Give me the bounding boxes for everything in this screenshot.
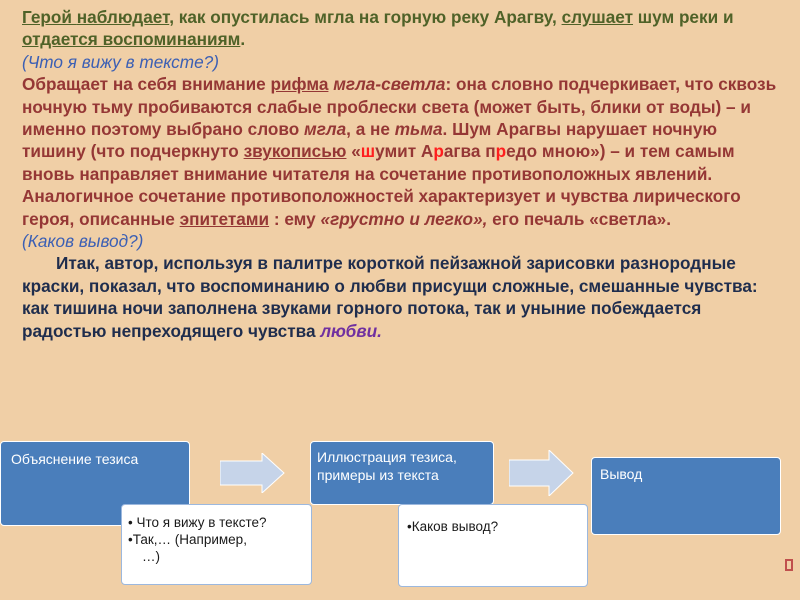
subbox-what-conclusion xyxy=(398,504,588,587)
paragraph-hero-observes xyxy=(22,6,782,51)
text-run: умит А xyxy=(375,141,434,162)
arrow-right-icon xyxy=(220,453,286,493)
italic-word-tma: тьма xyxy=(394,119,443,140)
underlined-term-rhyme: рифма xyxy=(270,74,329,95)
underlined-term-epithets: эпитетами xyxy=(179,208,270,229)
italic-quote-sad-and-light: «грустно и легко», xyxy=(320,208,488,229)
underlined-verb-observes: наблюдает xyxy=(76,7,170,27)
text-run: : она словно подчеркивает, что сквозь ночную тьму пробиваются слабые проблески света (может быть, блики от воды) – и именно поэтому выбрано слово xyxy=(22,74,777,140)
text-run: . Шум Арагвы нарушает ночную тишину (что подчеркнуто xyxy=(22,119,718,162)
text-run: шум реки и xyxy=(633,7,734,27)
bullet-what-conclusion: •Каков вывод? xyxy=(407,519,499,534)
text-run: его печаль «светла». xyxy=(487,208,672,229)
bullet-continuation: …) xyxy=(142,549,160,564)
text-run: Итак, автор, используя в палитре короткой пейзажной зарисовки разнородные краски, показал, что воспоминанию о любви присущи сложные, смешанные чувства: как тишина ночи заполнена звуками горного потока, так и уныние побеждается радостью непреходящего чувства xyxy=(22,253,758,341)
text-run: Обращает на себя внимание xyxy=(22,74,271,95)
bullet-what-i-see: • Что я вижу в тексте? xyxy=(128,515,267,530)
text-run: , как опустилась мгла на горную реку Арагву, xyxy=(169,7,562,27)
italic-rhyme-words: мгла-светла xyxy=(333,74,446,95)
text-run: . xyxy=(240,29,246,50)
subbox-examples xyxy=(121,504,312,585)
question-conclusion: (Каков вывод?) xyxy=(22,231,144,252)
box-thesis-illustration xyxy=(310,441,494,505)
bullet-for-example: •Так,… (Например, xyxy=(128,532,247,547)
slide-nav-icon[interactable] xyxy=(785,559,793,571)
text-run: едо мною») – и тем самым вновь направляет внимание читателя на сочетание противоположных явлений. Аналогичное сочетание противоположностей характеризует и чувства лирического героя, описанные xyxy=(22,141,741,229)
highlighted-letter: р xyxy=(495,141,507,162)
paragraph-conclusion xyxy=(22,252,782,342)
paragraph-rhyme-analysis xyxy=(22,73,782,230)
underlined-verb-listens: слушает xyxy=(561,7,634,27)
text-run: : ему xyxy=(269,208,321,229)
italic-word-mgla: мгла xyxy=(304,119,347,140)
box-label: Вывод xyxy=(600,466,643,482)
box-label: Объяснение тезиса xyxy=(11,451,139,467)
highlighted-letter: ш xyxy=(360,141,376,162)
text-run: « xyxy=(346,141,361,162)
text-run: Герой xyxy=(22,7,77,27)
underlined-term-sound-writing: звукописью xyxy=(243,141,347,162)
box-conclusion xyxy=(591,457,781,535)
arrow-right-icon xyxy=(509,450,575,496)
text-run-tail: любви. xyxy=(320,320,382,341)
text-run: , а не xyxy=(346,119,395,140)
question-what-i-see: (Что я вижу в тексте?) xyxy=(22,51,219,72)
highlighted-letter: р xyxy=(433,141,444,162)
underlined-phrase-memories: отдается воспоминаниям xyxy=(22,29,241,50)
slide-text xyxy=(22,6,782,342)
box-label: Иллюстрация тезиса, примеры из текста xyxy=(317,449,457,483)
text-run: агва п xyxy=(443,141,496,162)
